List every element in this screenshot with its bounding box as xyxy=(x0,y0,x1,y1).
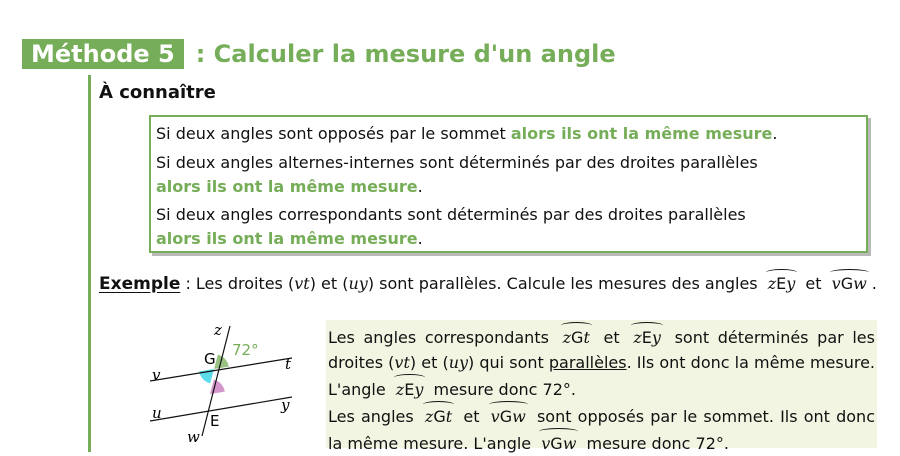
label-72: 72° xyxy=(232,341,259,359)
method-title xyxy=(22,38,616,70)
angle-zEy-mark xyxy=(210,380,225,394)
rule-highlight: alors ils ont la même mesure xyxy=(156,177,418,196)
rule-corresponding-conclusion: alors ils ont la même mesure. xyxy=(156,229,423,248)
label-G: G xyxy=(204,350,216,368)
angle-vGw: vGw xyxy=(832,270,867,296)
angle-zGt: zGt xyxy=(563,323,590,350)
rule-highlight: alors ils ont la même mesure xyxy=(156,229,418,248)
rules-box xyxy=(149,115,868,253)
section-heading: À connaître xyxy=(99,82,216,103)
label-v: v xyxy=(152,366,161,384)
label-u: u xyxy=(152,404,162,422)
solution-paragraph-2: Les angles zGt et vGw sont opposés par le sommet. Ils ont donc la même mesure. L'angle vGw mesure donc 72°. xyxy=(328,402,875,456)
solution-paragraph-1: Les angles correspondants zGt et zEy sont déterminés par les droites (vt) et (uy) qui sont parallèles. Ils ont donc la même mesure. L'angle zEy mesure donc 72°. xyxy=(328,323,875,402)
method-badge: Méthode 5 xyxy=(22,39,184,69)
label-w: w xyxy=(187,428,200,446)
label-E: E xyxy=(210,412,220,430)
underlined-parallel: parallèles xyxy=(548,353,627,372)
line-uy xyxy=(150,397,292,421)
method-heading: : Calculer la mesure d'un angle xyxy=(195,40,616,68)
rule-opposite: Si deux angles sont opposés par le sommet alors ils ont la même mesure. xyxy=(156,124,778,143)
left-accent-bar xyxy=(88,75,91,452)
example-statement: Exemple : Les droites (vt) et (uy) sont parallèles. Calcule les mesures des angles zEy et vGw . xyxy=(99,270,877,296)
label-z: z xyxy=(214,321,222,339)
angle-zEy: zEy xyxy=(768,270,796,296)
angle-zGt: zGt xyxy=(425,402,452,429)
rule-alternate-interior-conclusion: alors ils ont la même mesure. xyxy=(156,177,423,196)
parallel-lines-figure xyxy=(150,320,310,448)
rule-highlight: alors ils ont la même mesure xyxy=(510,124,773,143)
rule-corresponding: Si deux angles correspondants sont déterminés par des droites parallèles xyxy=(156,205,746,224)
label-y: y xyxy=(281,396,290,414)
angle-zEy: zEy xyxy=(396,375,424,402)
angle-vGw: vGw xyxy=(541,429,576,456)
solution-box xyxy=(326,320,877,453)
angle-zEy: zEy xyxy=(633,323,661,350)
angle-vGw: vGw xyxy=(491,402,526,429)
rule-alternate-interior: Si deux angles alternes-internes sont déterminés par des droites parallèles xyxy=(156,153,758,172)
example-label: Exemple xyxy=(99,274,181,294)
label-t: t xyxy=(285,355,292,373)
